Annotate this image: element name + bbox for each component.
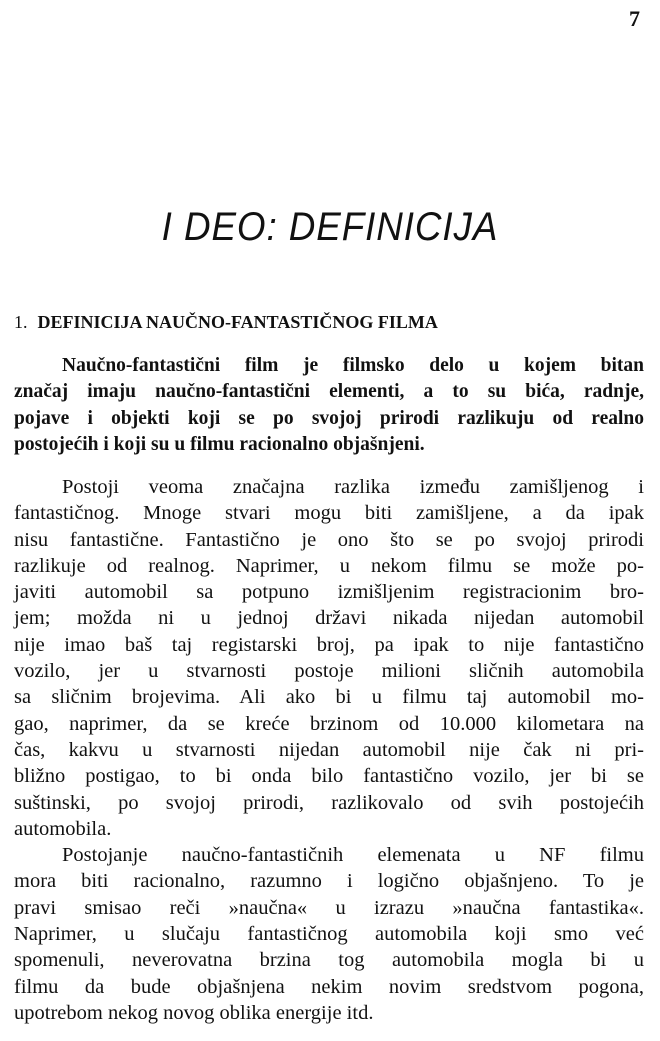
text-line: fantastičnog. Mnoge stvari mogu biti zamišljene, a da ipak: [14, 502, 644, 525]
text-line: pravi smisao reči »naučna« u izrazu »naučna fantastika«.: [14, 896, 644, 919]
text-line: suštinski, po svojoj prirodi, razlikovalo od svih postojećih: [14, 791, 644, 814]
text-line: javiti automobil sa potpuno izmišljenim registracionim bro-: [14, 581, 644, 604]
part-title: I DEO: DEFINICIJA: [161, 204, 499, 249]
page-number: 7: [629, 6, 640, 31]
text-line: filmu da bude objašnjena nekim novim sredstvom pogona,: [14, 975, 644, 998]
text-line: Postoji veoma značajna razlika između zamišljenog i: [62, 476, 644, 498]
text-line: značaj imaju naučno-fantastični elementi, a to su bića, radnje,: [14, 381, 644, 403]
text-line: postojećih i koji su u filmu racionalno objašnjeni.: [14, 433, 425, 455]
text-line: razlikuje od realnog. Naprimer, u nekom filmu se može po-: [14, 554, 644, 577]
text-line: nije imao baš taj registarski broj, pa ipak to nije fantastično: [14, 633, 644, 656]
definition-paragraph: [14, 353, 644, 458]
section-number: 1.: [14, 312, 28, 332]
text-line: čas, kakvu u stvarnosti nijedan automobil nije čak ni pri-: [14, 738, 644, 761]
text-line: Naprimer, u slučaju fantastičnog automobila koji smo već: [14, 923, 644, 946]
section-title: DEFINICIJA NAUČNO-FANTASTIČNOG FILMA: [37, 312, 438, 332]
text-line: bližno postigao, to bi onda bilo fantastično vozilo, jer bi se: [14, 765, 644, 788]
text-line: spomenuli, neverovatna brzina tog automobila mogla bi u: [14, 949, 644, 972]
text-line: upotrebom nekog novog oblika energije itd.: [14, 1001, 374, 1024]
text-line: mora biti racionalno, razumno i logično objašnjeno. To je: [14, 870, 644, 893]
text-line: gao, naprimer, da se kreće brzinom od 10.000 kilometara na: [14, 712, 644, 735]
section-heading: [14, 312, 438, 333]
text-line: Naučno-fantastični film je filmsko delo u kojem bitan: [62, 355, 644, 376]
text-line: jem; možda ni u jednoj državi nikada nijedan automobil: [14, 607, 644, 630]
text-line: vozilo, jer u stvarnosti postoje milioni sličnih automobila: [14, 660, 644, 683]
text-line: nisu fantastične. Fantastično je ono što se po svojoj prirodi: [14, 528, 644, 551]
text-line: pojave i objekti koji se po svojoj prirodi razlikuju od realno: [14, 407, 644, 429]
text-line: Postojanje naučno-fantastičnih elemenata u NF filmu: [62, 844, 644, 867]
text-line: sa sličnim brojevima. Ali ako bi u filmu taj automobil mo-: [14, 686, 644, 709]
text-line: automobila.: [14, 817, 112, 840]
body-text: [14, 474, 644, 1026]
